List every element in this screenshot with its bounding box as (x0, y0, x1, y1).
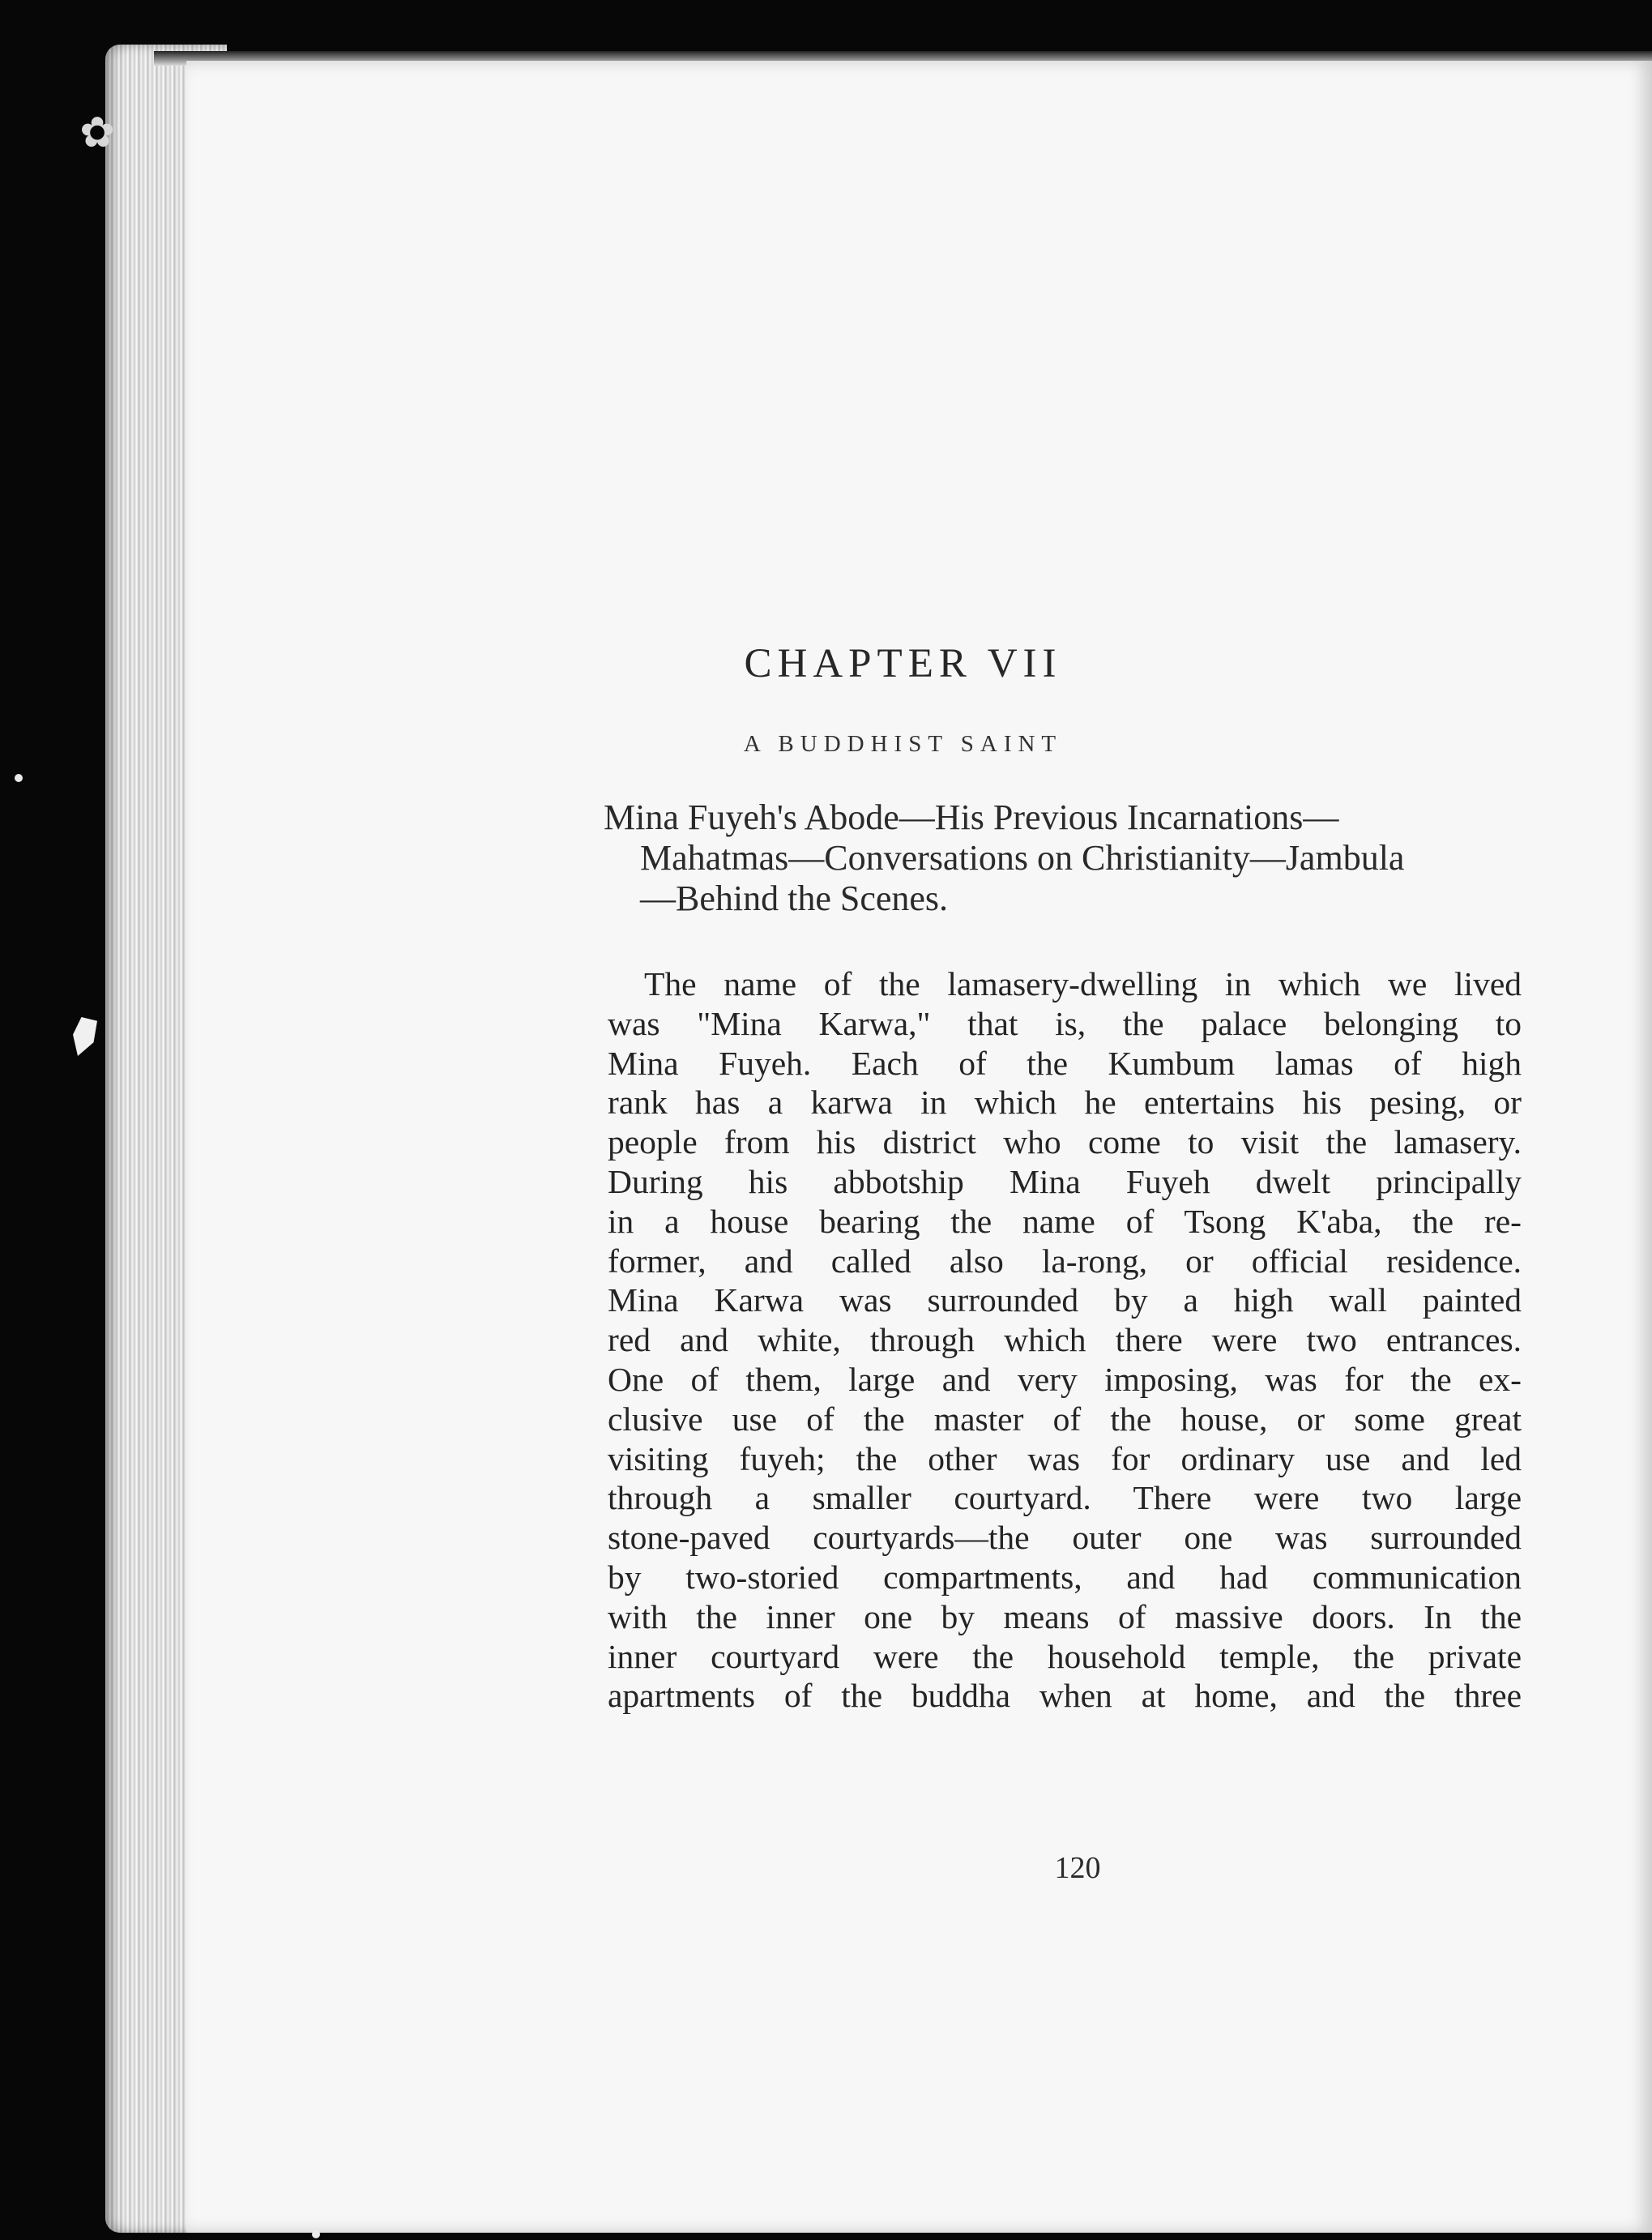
text-line: The name of the lamasery-dwelling in which we lived (644, 965, 1522, 1002)
text-line: inner courtyard were the household temple, the private (608, 1637, 1522, 1675)
text-line: stone-paved courtyards—the outer one was surrounded (608, 1519, 1522, 1557)
paper-blot (73, 1017, 97, 1056)
text-line: was "Mina Karwa," that is, the palace belonging to (608, 1004, 1522, 1042)
text-line: visiting fuyeh; the other was for ordinary use and led (608, 1439, 1522, 1477)
page-number: 120 (1054, 1851, 1101, 1885)
text-line: by two-storied compartments, and had communication (608, 1558, 1522, 1596)
text-line: in a house bearing the name of Tsong K'aba, the re- (608, 1202, 1522, 1240)
chapter-title: CHAPTER VII (744, 641, 1062, 686)
text-line: people from his district who come to visit the lamasery. (608, 1123, 1522, 1161)
text-line: One of them, large and very imposing, was for the ex- (608, 1360, 1522, 1398)
text-line: Mina Fuyeh. Each of the Kumbum lamas of high (608, 1044, 1522, 1082)
text-line: During his abbotship Mina Fuyeh dwelt principally (608, 1162, 1522, 1200)
text-line: Mina Karwa was surrounded by a high wall painted (608, 1281, 1522, 1319)
text-line: clusive use of the master of the house, or some great (608, 1400, 1522, 1438)
speck (15, 774, 23, 782)
text-line: apartments of the buddha when at home, and the three (608, 1677, 1522, 1715)
text-line: through a smaller courtyard. There were two large (608, 1479, 1522, 1517)
synopsis-line: Mina Fuyeh's Abode—His Previous Incarnations— (604, 797, 1339, 837)
chapter-synopsis (604, 797, 1483, 919)
synopsis-line: —Behind the Scenes. (640, 878, 949, 918)
text-line: red and white, through which there were two entrances. (608, 1321, 1522, 1359)
text-line: rank has a karwa in which he entertains his pesing, or (608, 1084, 1522, 1122)
text-line: with the inner one by means of massive doors. In the (608, 1597, 1522, 1635)
speck (312, 2230, 320, 2238)
body-paragraph (608, 964, 1522, 1716)
synopsis-line: Mahatmas—Conversations on Christianity—Jambula (640, 838, 1405, 878)
text-line: former, and called also la-rong, or official residence. (608, 1242, 1522, 1280)
ornament-icon: ✿ (79, 110, 115, 156)
chapter-subtitle: A BUDDHIST SAINT (743, 731, 1063, 757)
